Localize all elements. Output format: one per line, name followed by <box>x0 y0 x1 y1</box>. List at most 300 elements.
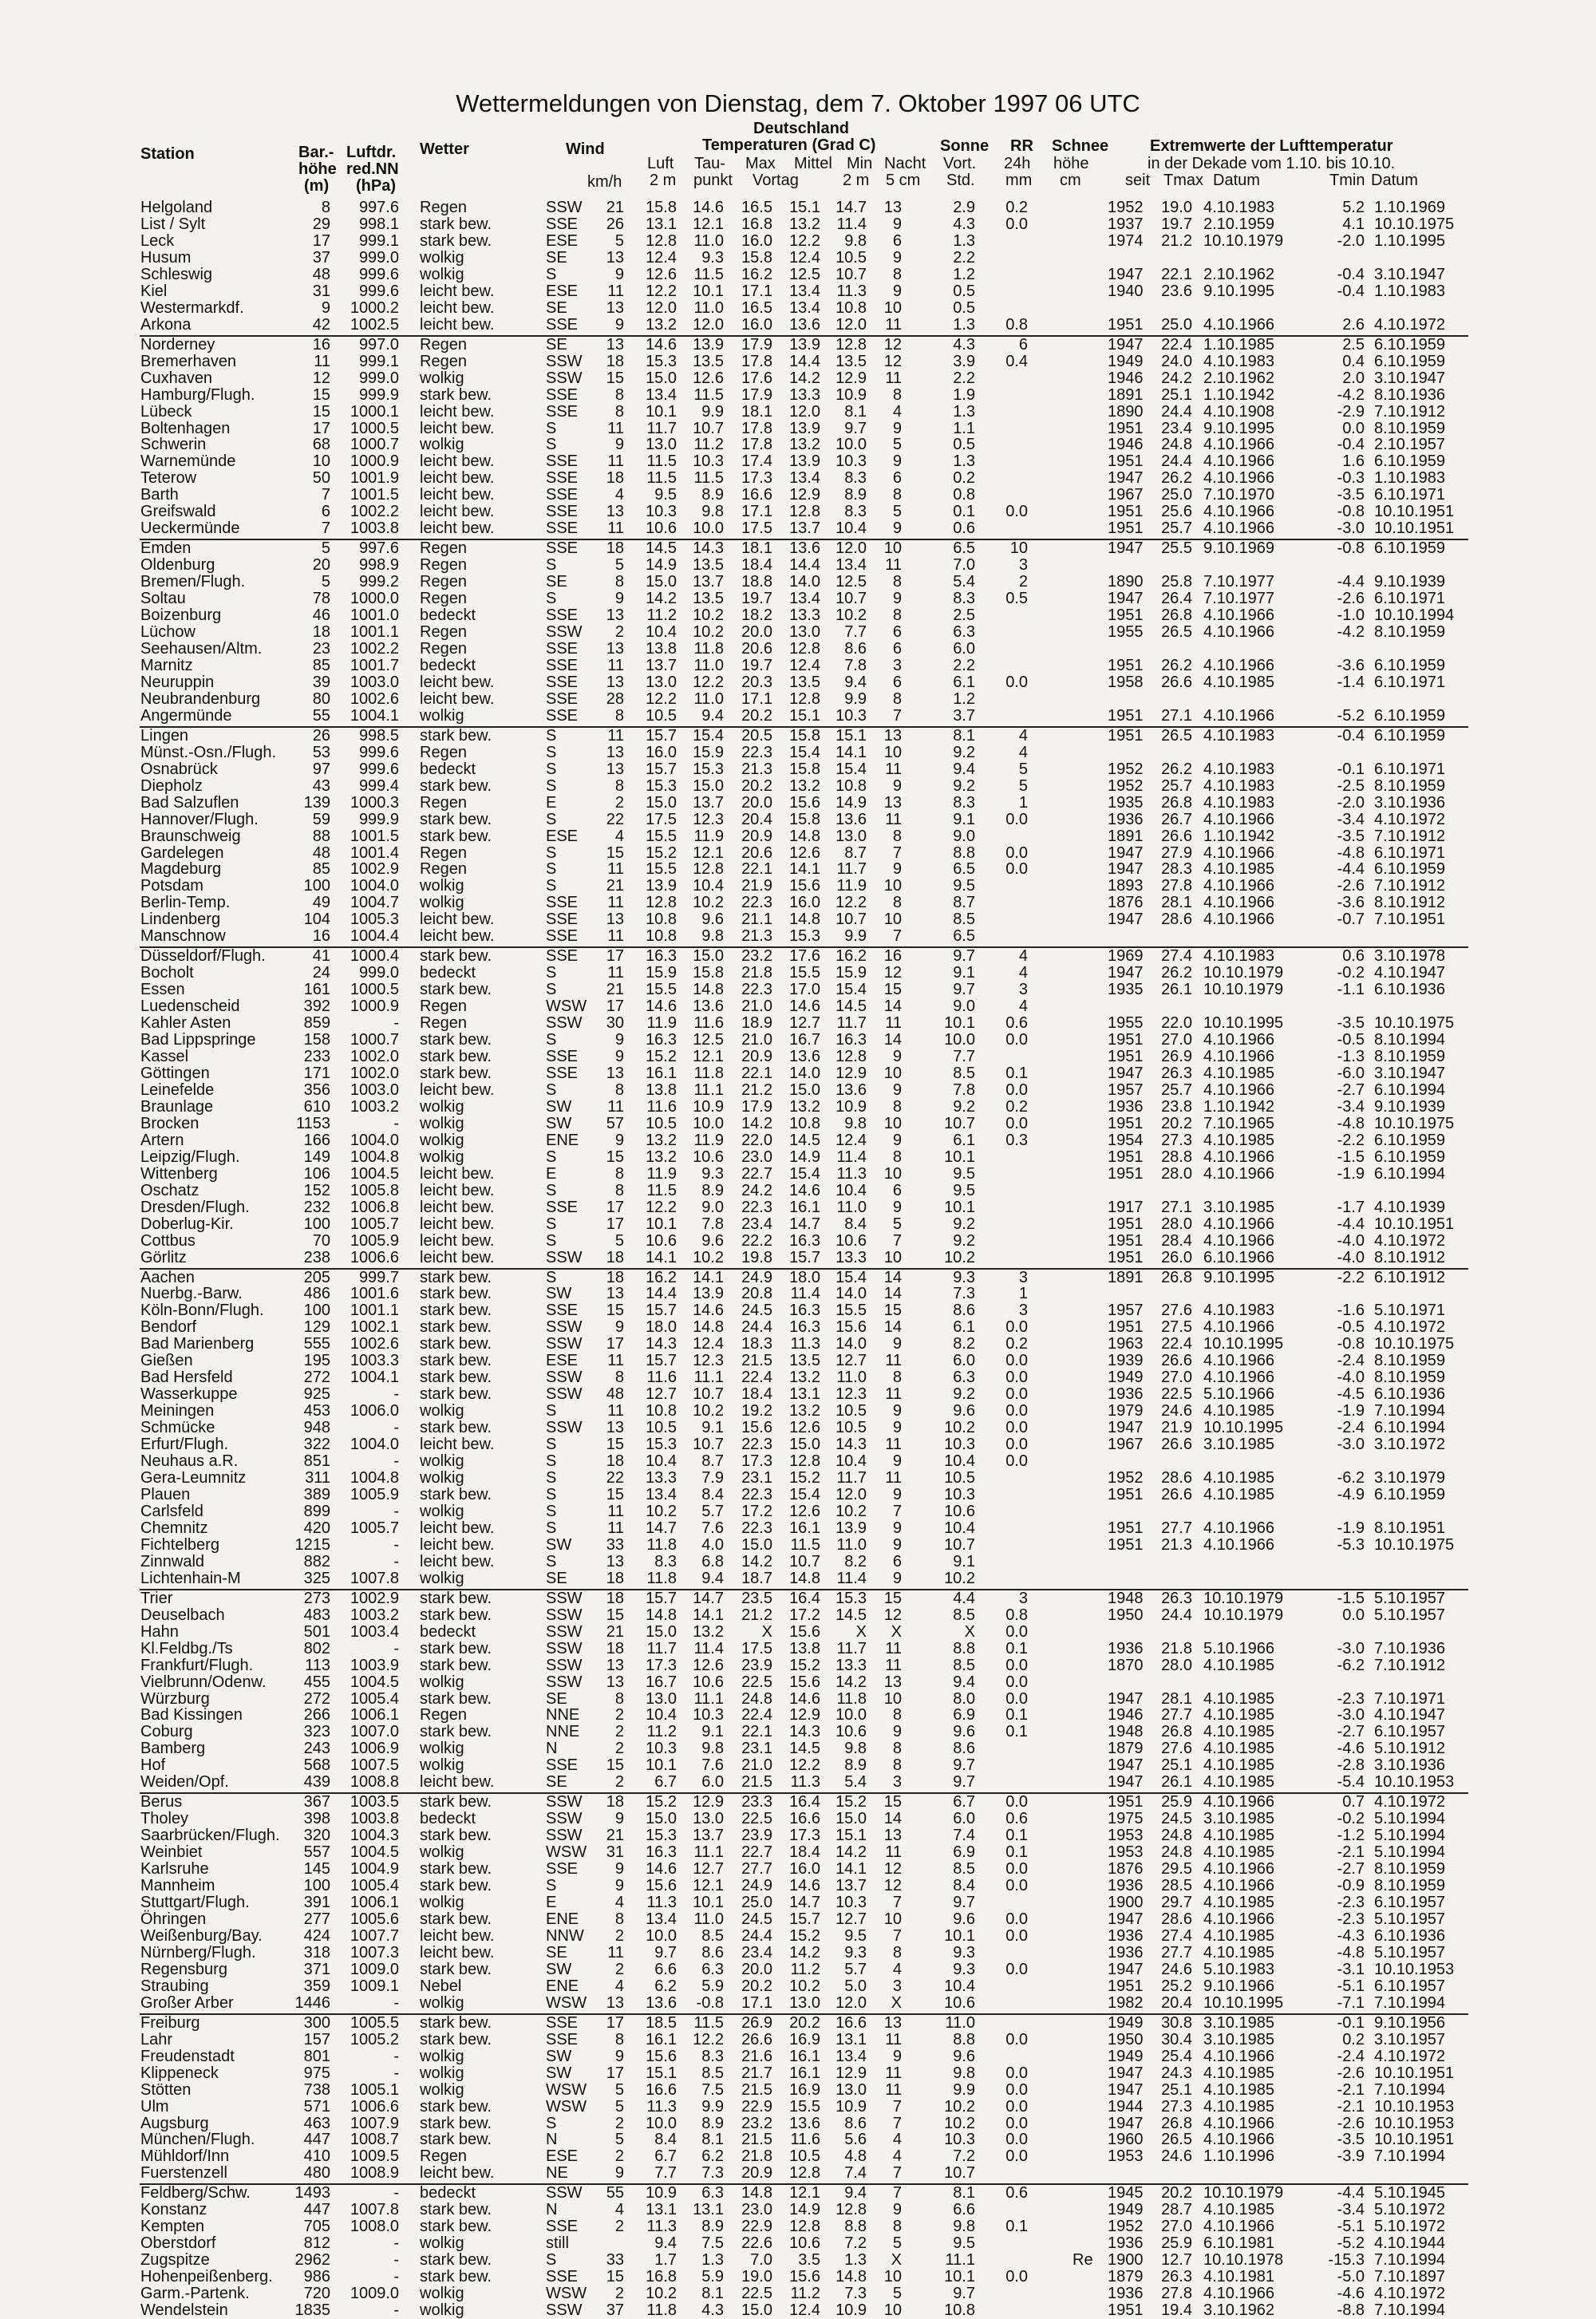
since-year-cell: 1935 <box>1108 981 1144 999</box>
air-temp-cell: 15.3 <box>646 776 677 795</box>
table-row <box>0 1487 1596 1503</box>
tmax-date-cell: 10.10.1979 <box>1203 231 1284 250</box>
tmax-date-cell: 3.10.1985 <box>1203 1436 1274 1454</box>
night-temp-cell: 6 <box>892 673 902 691</box>
bar-height-cell: 10 <box>312 452 330 471</box>
sunshine-cell: 10.2 <box>944 1569 975 1587</box>
tmin-cell: -3.0 <box>1337 1639 1365 1657</box>
night-temp-cell: 9 <box>892 590 902 608</box>
tmax-cell: 27.7 <box>1161 1706 1192 1724</box>
min-temp-cell: 13.1 <box>836 2030 867 2048</box>
tmin-cell: -0.4 <box>1337 436 1365 454</box>
max-temp-cell: 18.4 <box>741 1385 772 1404</box>
wind-direction-cell: S <box>546 556 557 575</box>
station-cell: Angermünde <box>140 706 232 725</box>
wind-direction-cell: N <box>546 1740 558 1758</box>
min-temp-cell: 8.3 <box>844 469 867 488</box>
pressure-cell: 999.1 <box>358 231 399 250</box>
tmax-cell: 24.3 <box>1161 2064 1192 2082</box>
since-year-cell: 1947 <box>1108 1689 1144 1708</box>
night-temp-cell: 9 <box>892 1535 902 1554</box>
max-temp-cell: 18.9 <box>741 1014 772 1033</box>
dewpoint-cell: 14.1 <box>693 1268 724 1286</box>
pressure-cell: 1009.0 <box>350 2285 399 2303</box>
bar-height-cell: 166 <box>303 1131 330 1149</box>
station-cell: Greifswald <box>140 503 216 521</box>
min-temp-cell: 13.0 <box>836 827 867 845</box>
tmax-cell: 26.6 <box>1161 673 1192 691</box>
since-year-cell: 1946 <box>1108 369 1144 387</box>
sunshine-cell: 7.4 <box>953 1827 975 1845</box>
wind-direction-cell: S <box>546 590 557 608</box>
station-cell: Emden <box>140 539 192 558</box>
tmin-cell: -1.9 <box>1337 1164 1365 1183</box>
tmax-cell: 26.6 <box>1161 1352 1192 1370</box>
since-year-cell: 1979 <box>1108 1402 1144 1420</box>
station-cell: Nürnberg/Flugh. <box>140 1943 256 1961</box>
weather-cell: wolkig <box>420 894 464 912</box>
tmin-cell: 0.0 <box>1342 419 1365 437</box>
tmax-date-cell: 10.10.1979 <box>1203 1606 1284 1624</box>
max-temp-cell: 21.5 <box>741 1352 772 1370</box>
wind-speed-cell: 18 <box>606 1639 624 1657</box>
wind-speed-cell: 48 <box>606 1385 624 1404</box>
sunshine-cell: 8.5 <box>953 1065 975 1082</box>
since-year-cell: 1969 <box>1108 947 1144 966</box>
night-temp-cell: 10 <box>883 539 902 558</box>
tmin-cell: -2.1 <box>1337 2080 1365 2099</box>
min-temp-cell: 14.3 <box>836 1436 867 1454</box>
air-temp-cell: 10.1 <box>646 1756 677 1775</box>
night-temp-cell: 10 <box>883 743 902 761</box>
dewpoint-cell: 15.4 <box>693 726 724 745</box>
wind-direction-cell: SSE <box>546 894 579 912</box>
weather-cell: wolkig <box>420 1402 464 1420</box>
bar-height-cell: 17 <box>312 231 330 250</box>
table-row <box>0 1199 1596 1216</box>
table-row <box>0 1082 1596 1099</box>
weather-cell: stark bew. <box>420 1302 492 1320</box>
weather-cell: leicht bew. <box>420 452 495 471</box>
wind-speed-cell: 18 <box>606 1569 624 1587</box>
min-temp-cell: 14.0 <box>836 1335 867 1353</box>
rain-cell: 0.0 <box>1005 1402 1028 1420</box>
table-row <box>0 1250 1596 1266</box>
tmin-cell: 4.1 <box>1342 215 1365 233</box>
rain-cell: 4 <box>1018 743 1028 761</box>
since-year-cell: 1947 <box>1108 843 1144 862</box>
table-row <box>0 387 1596 404</box>
dewpoint-cell: 11.2 <box>693 436 724 454</box>
night-temp-cell: 9 <box>892 1419 902 1437</box>
station-cell: Kl.Feldbg./Ts <box>140 1639 233 1657</box>
dewpoint-cell: 4.0 <box>701 1535 724 1554</box>
air-temp-cell: 16.1 <box>646 2030 677 2048</box>
bar-height-cell: 277 <box>303 1910 330 1928</box>
weather-cell: stark bew. <box>420 2030 492 2048</box>
wind-speed-cell: 9 <box>614 1860 624 1879</box>
tmax-date-cell: 4.10.1966 <box>1203 1215 1274 1233</box>
bar-height-cell: 410 <box>303 2147 330 2166</box>
bar-height-cell: 1493 <box>294 2184 330 2202</box>
min-temp-cell: 8.6 <box>844 2114 867 2132</box>
tmax-date-cell: 4.10.1966 <box>1203 911 1274 929</box>
rain-cell: 0.0 <box>1005 1656 1028 1674</box>
tmax-date-cell: 4.10.1985 <box>1203 1926 1274 1945</box>
pressure-cell: - <box>393 2301 399 2319</box>
min-temp-cell: 10.5 <box>836 1402 867 1420</box>
station-cell: Mannheim <box>140 1877 215 1894</box>
min-temp-cell: 10.6 <box>836 1723 867 1741</box>
tmin-date-cell: 6.10.1959 <box>1374 726 1445 745</box>
bar-height-cell: 1215 <box>294 1535 330 1554</box>
mean-temp-cell: 13.3 <box>789 385 820 404</box>
air-temp-cell: 16.3 <box>646 1843 677 1862</box>
air-temp-cell: 15.6 <box>646 1877 677 1894</box>
pressure-cell: 1007.0 <box>350 1723 399 1741</box>
weather-cell: stark bew. <box>420 1486 492 1503</box>
wind-direction-cell: SE <box>546 1569 567 1587</box>
tmin-cell: -5.0 <box>1337 2268 1365 2286</box>
station-cell: Münst.-Osn./Flugh. <box>140 743 277 761</box>
table-row <box>0 1386 1596 1403</box>
wind-speed-cell: 11 <box>607 726 624 745</box>
table-row <box>0 2065 1596 2082</box>
table-row <box>0 878 1596 895</box>
table-row <box>0 998 1596 1015</box>
bar-height-cell: 9 <box>321 298 330 317</box>
table-row <box>0 250 1596 267</box>
wind-direction-cell: WSW <box>546 1843 587 1862</box>
pressure-cell: 999.6 <box>358 282 399 300</box>
rain-cell: 4 <box>1018 964 1028 982</box>
wind-speed-cell: 13 <box>606 1552 624 1570</box>
dewpoint-cell: 8.9 <box>701 1181 724 1199</box>
sunshine-cell: 9.6 <box>953 1910 975 1928</box>
tmax-cell: 23.4 <box>1161 419 1192 437</box>
sunshine-cell: 1.2 <box>953 689 975 708</box>
max-temp-cell: 20.9 <box>741 827 772 845</box>
table-row <box>0 2269 1596 2285</box>
night-temp-cell: 14 <box>883 1285 902 1303</box>
station-cell: Hohenpeißenberg. <box>140 2268 273 2286</box>
tmax-date-cell: 4.10.1966 <box>1203 2047 1274 2065</box>
dewpoint-cell: 6.0 <box>701 1773 724 1792</box>
dewpoint-cell: 12.1 <box>693 843 724 862</box>
sunshine-cell: 8.5 <box>953 911 975 929</box>
tmax-date-cell: 4.10.1985 <box>1203 1486 1274 1503</box>
mean-temp-cell: 12.8 <box>789 503 820 521</box>
mean-temp-cell: 11.2 <box>790 2285 820 2303</box>
tmax-date-cell: 1.10.1942 <box>1203 385 1274 404</box>
weather-cell: leicht bew. <box>420 503 495 521</box>
pressure-cell: 1006.1 <box>350 1706 399 1724</box>
weather-cell: Regen <box>420 998 467 1016</box>
air-temp-cell: 17.5 <box>646 810 677 828</box>
air-temp-cell: 14.1 <box>646 1248 677 1266</box>
tmax-date-cell: 4.10.1983 <box>1203 793 1274 812</box>
wind-direction-cell: SSE <box>546 706 579 725</box>
tmin-cell: -1.9 <box>1337 1402 1365 1420</box>
tmin-date-cell: 3.10.1978 <box>1374 947 1445 966</box>
mean-temp-cell: 16.7 <box>789 1031 820 1049</box>
night-temp-cell: 9 <box>892 248 902 267</box>
dewpoint-cell: 13.0 <box>693 1810 724 1828</box>
pressure-cell: 998.5 <box>358 726 399 745</box>
since-year-cell: 1876 <box>1108 894 1144 912</box>
bar-height-cell: 453 <box>303 1402 330 1420</box>
weather-cell: Regen <box>420 793 467 812</box>
weather-cell: stark bew. <box>420 2201 492 2219</box>
station-cell: Weinbiet <box>140 1843 203 1862</box>
max-temp-cell: 15.6 <box>741 1419 772 1437</box>
max-temp-cell: 15.0 <box>741 2301 772 2319</box>
tmax-date-cell: 4.10.1985 <box>1203 2097 1274 2116</box>
max-temp-cell: 14.2 <box>741 1552 772 1570</box>
night-temp-cell: 11 <box>885 1656 902 1674</box>
tmin-cell: -0.9 <box>1337 1877 1365 1894</box>
tmin-date-cell: 8.10.1912 <box>1374 894 1445 912</box>
weather-cell: leicht bew. <box>420 1181 495 1199</box>
bar-height-cell: 501 <box>303 1622 330 1641</box>
station-cell: Bad Hersfeld <box>140 1369 233 1387</box>
max-temp-cell: 25.0 <box>741 1894 772 1911</box>
night-temp-cell: 11 <box>885 1469 902 1487</box>
tmin-date-cell: 3.10.1936 <box>1374 1756 1445 1775</box>
wind-speed-cell: 57 <box>606 1114 624 1132</box>
tmin-cell: 2.5 <box>1342 335 1365 354</box>
wind-speed-cell: 17 <box>606 1215 624 1233</box>
dewpoint-cell: 15.3 <box>693 760 724 778</box>
bar-height-cell: 158 <box>303 1031 330 1049</box>
sunshine-cell: 10.5 <box>944 1469 975 1487</box>
tmax-date-cell: 10.10.1979 <box>1203 981 1284 999</box>
air-temp-cell: 13.8 <box>646 1080 677 1099</box>
air-temp-cell: 10.0 <box>646 2114 677 2132</box>
weather-cell: leicht bew. <box>420 1080 495 1099</box>
tmax-cell: 20.4 <box>1161 1993 1192 2012</box>
station-cell: Bendorf <box>140 1318 197 1337</box>
station-cell: Gießen <box>140 1352 193 1370</box>
dewpoint-cell: 11.9 <box>693 827 724 845</box>
air-temp-cell: 9.4 <box>654 2234 677 2253</box>
header-vortag: Vortag <box>753 172 799 189</box>
min-temp-cell: 10.6 <box>836 1231 867 1250</box>
wind-speed-cell: 33 <box>606 1535 624 1554</box>
tmax-cell: 25.5 <box>1161 539 1192 558</box>
table-row <box>0 1878 1596 1894</box>
tmin-cell: -2.6 <box>1337 2064 1365 2082</box>
station-cell: Lindenberg <box>140 911 221 929</box>
max-temp-cell: 17.5 <box>741 520 772 538</box>
table-row <box>0 437 1596 453</box>
bar-height-cell: 555 <box>303 1335 330 1353</box>
air-temp-cell: 10.4 <box>646 623 677 641</box>
tmin-cell: -0.4 <box>1337 265 1365 283</box>
bar-height-cell: 398 <box>303 1810 330 1828</box>
wind-speed-cell: 9 <box>614 1318 624 1337</box>
rain-cell: 0.0 <box>1005 1960 1028 1978</box>
tmin-cell: -2.6 <box>1337 2114 1365 2132</box>
weather-cell: wolkig <box>420 1673 464 1691</box>
pressure-cell: 1005.4 <box>350 1689 399 1708</box>
wind-direction-cell: SE <box>546 248 567 267</box>
air-temp-cell: 15.0 <box>646 573 677 591</box>
tmax-date-cell: 4.10.1966 <box>1203 1877 1274 1894</box>
station-cell: Öhringen <box>140 1910 207 1928</box>
weather-cell: stark bew. <box>420 1419 492 1437</box>
air-temp-cell: 13.0 <box>646 673 677 691</box>
tmin-cell: -1.3 <box>1337 1048 1365 1065</box>
night-temp-cell: 8 <box>892 265 902 283</box>
bar-height-cell: 851 <box>303 1452 330 1470</box>
rain-cell: 0.0 <box>1005 2147 1028 2166</box>
tmax-cell: 28.3 <box>1161 860 1192 879</box>
tmax-cell: 22.4 <box>1161 1335 1192 1353</box>
since-year-cell: 1936 <box>1108 810 1144 828</box>
tmin-date-cell: 10.10.1953 <box>1374 2114 1455 2132</box>
tmax-cell: 22.5 <box>1161 1385 1192 1404</box>
wind-speed-cell: 11 <box>607 1352 624 1370</box>
dewpoint-cell: 14.8 <box>693 1318 724 1337</box>
weather-cell: leicht bew. <box>420 1519 495 1537</box>
air-temp-cell: 12.2 <box>646 689 677 708</box>
dewpoint-cell: 10.7 <box>693 1385 724 1404</box>
since-year-cell: 1891 <box>1108 385 1144 404</box>
tmin-date-cell: 3.10.1947 <box>1374 1065 1445 1082</box>
tmax-cell: 19.7 <box>1161 215 1192 233</box>
bar-height-cell: 100 <box>303 1302 330 1320</box>
station-cell: Berlin-Temp. <box>140 894 231 912</box>
night-temp-cell: 10 <box>883 298 902 317</box>
station-cell: Fuerstenzell <box>140 2164 227 2183</box>
tmax-cell: 25.0 <box>1161 486 1192 504</box>
sunshine-cell: 10.6 <box>944 1993 975 2012</box>
rain-cell: 0.0 <box>1005 1910 1028 1928</box>
mean-temp-cell: 12.8 <box>789 689 820 708</box>
air-temp-cell: 15.2 <box>646 1793 677 1811</box>
air-temp-cell: 8.3 <box>654 1552 677 1570</box>
air-temp-cell: 12.2 <box>646 282 677 300</box>
since-year-cell: 1936 <box>1108 1926 1144 1945</box>
tmax-cell: 27.4 <box>1161 947 1192 966</box>
max-temp-cell: 21.5 <box>741 1773 772 1792</box>
max-temp-cell: 19.8 <box>741 1248 772 1266</box>
mean-temp-cell: 14.5 <box>789 1740 820 1758</box>
max-temp-cell: 22.2 <box>741 1231 772 1250</box>
min-temp-cell: 12.0 <box>836 315 867 334</box>
min-temp-cell: 11.3 <box>836 1164 867 1183</box>
dewpoint-cell: 11.5 <box>693 2013 724 2032</box>
air-temp-cell: 15.5 <box>646 827 677 845</box>
tmax-date-cell: 3.10.1985 <box>1203 2013 1274 2032</box>
wind-speed-cell: 2 <box>614 2285 624 2303</box>
since-year-cell: 1936 <box>1108 1877 1144 1894</box>
since-year-cell: 1936 <box>1108 1639 1144 1657</box>
table-row <box>0 200 1596 216</box>
pressure-cell: 1000.1 <box>350 402 399 421</box>
pressure-cell: 1001.1 <box>350 1302 399 1320</box>
rain-cell: 5 <box>1018 760 1028 778</box>
tmin-cell: -2.6 <box>1337 877 1365 895</box>
snow-cell: Re <box>1073 2251 1093 2270</box>
air-temp-cell: 16.3 <box>646 1031 677 1049</box>
tmax-cell: 24.8 <box>1161 1827 1192 1845</box>
bar-height-cell: 39 <box>312 673 330 691</box>
wind-speed-cell: 8 <box>614 706 624 725</box>
min-temp-cell: 10.7 <box>836 590 867 608</box>
air-temp-cell: 12.2 <box>646 1198 677 1216</box>
wind-direction-cell: SSW <box>546 1335 583 1353</box>
min-temp-cell: 7.8 <box>844 656 867 674</box>
tmin-cell: -4.6 <box>1337 2285 1365 2303</box>
tmax-cell: 20.2 <box>1161 2184 1192 2202</box>
sunshine-cell: 6.1 <box>953 1318 975 1337</box>
min-temp-cell: 10.0 <box>836 1706 867 1724</box>
bar-height-cell: 97 <box>312 760 330 778</box>
min-temp-cell: 7.2 <box>844 2234 867 2253</box>
bar-height-cell: 571 <box>303 2097 330 2116</box>
station-cell: Freiburg <box>140 2013 200 2032</box>
tmin-cell: -0.7 <box>1337 911 1365 929</box>
weather-cell: Regen <box>420 843 467 862</box>
since-year-cell: 1947 <box>1108 1419 1144 1437</box>
air-temp-cell: 15.0 <box>646 1810 677 1828</box>
bar-height-cell: 20 <box>312 556 330 575</box>
table-row <box>0 948 1596 965</box>
wind-speed-cell: 8 <box>614 776 624 795</box>
table-row <box>0 708 1596 725</box>
wind-speed-cell: 11 <box>607 1943 624 1961</box>
dewpoint-cell: 12.2 <box>693 673 724 691</box>
max-temp-cell: 19.7 <box>741 656 772 674</box>
mean-temp-cell: 17.6 <box>789 947 820 966</box>
station-cell: Freudenstadt <box>140 2047 235 2065</box>
dewpoint-cell: 9.8 <box>701 927 724 946</box>
tmin-cell: -0.4 <box>1337 726 1365 745</box>
min-temp-cell: 16.2 <box>836 947 867 966</box>
sunshine-cell: 8.5 <box>953 1656 975 1674</box>
table-row <box>0 1811 1596 1827</box>
dewpoint-cell: 14.6 <box>693 1302 724 1320</box>
sunshine-cell: 7.2 <box>953 2147 975 2166</box>
min-temp-cell: 10.2 <box>836 606 867 624</box>
wind-direction-cell: SSW <box>546 1014 583 1033</box>
wind-direction-cell: ENE <box>546 1910 579 1928</box>
wind-speed-cell: 2 <box>614 1740 624 1758</box>
max-temp-cell: 20.9 <box>741 1048 772 1065</box>
bar-height-cell: 24 <box>312 964 330 982</box>
tmax-date-cell: 3.10.1962 <box>1203 2301 1274 2319</box>
min-temp-cell: 13.3 <box>836 1656 867 1674</box>
station-cell: Konstanz <box>140 2201 207 2219</box>
max-temp-cell: 18.3 <box>741 1335 772 1353</box>
dewpoint-cell: 10.7 <box>693 419 724 437</box>
mean-temp-cell: 13.3 <box>789 606 820 624</box>
tmax-cell: 24.6 <box>1161 1402 1192 1420</box>
air-temp-cell: 13.6 <box>646 1993 677 2012</box>
mean-temp-cell: 15.0 <box>789 1436 820 1454</box>
tmax-cell: 25.7 <box>1161 776 1192 795</box>
tmin-cell: 2.6 <box>1342 315 1365 334</box>
sunshine-cell: 7.8 <box>953 1080 975 1099</box>
table-row <box>0 982 1596 998</box>
table-row <box>0 2048 1596 2065</box>
tmax-date-cell: 4.10.1966 <box>1203 877 1274 895</box>
wind-direction-cell: S <box>546 1519 557 1537</box>
dewpoint-cell: 8.1 <box>701 2285 724 2303</box>
tmax-date-cell: 4.10.1985 <box>1203 1943 1274 1961</box>
